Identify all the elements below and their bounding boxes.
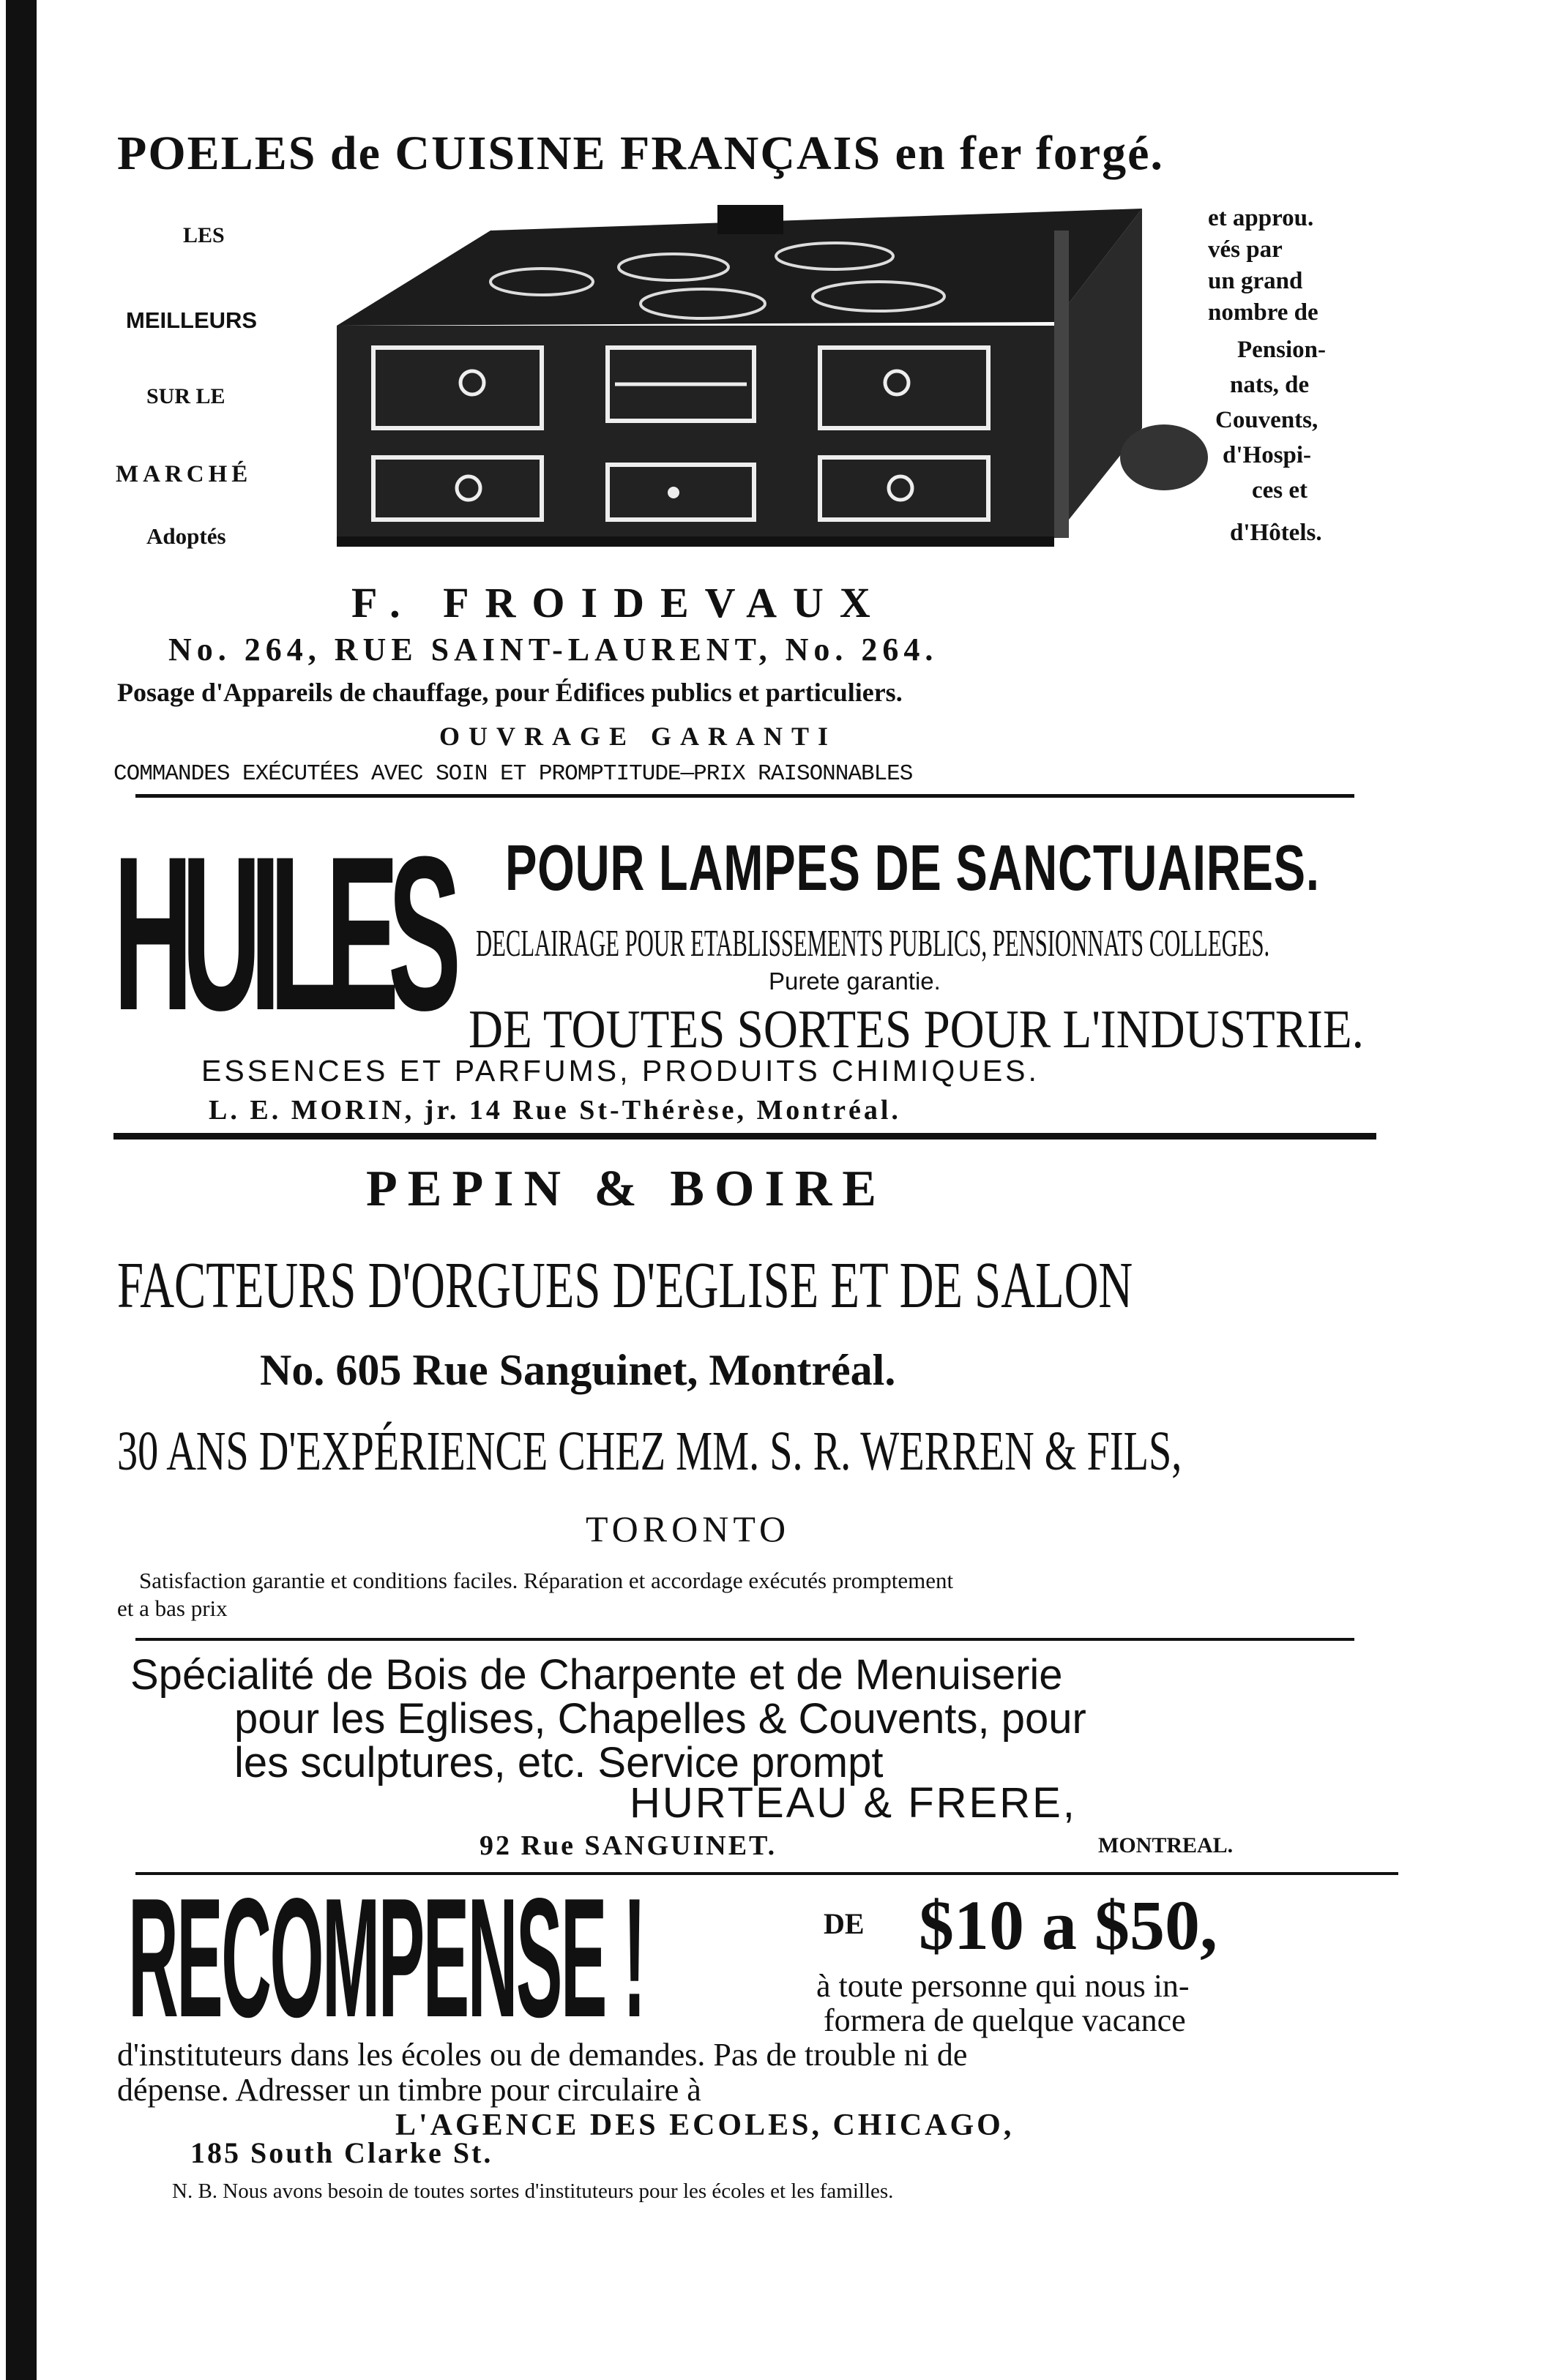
stove-illustration [322,187,1215,567]
divider [113,1133,1376,1140]
stove-left-line: LES [183,223,225,247]
stove-guarantee: OUVRAGE GARANTI [439,722,838,751]
wood-line5-city: MONTREAL. [1098,1833,1234,1857]
stove-right-line: nats, de [1230,372,1310,398]
oil-line4: DE TOUTES SORTES POUR L'INDUSTRIE. [469,1000,1364,1060]
stove-right-line: d'Hospi- [1223,442,1312,468]
organ-maker-name: PEPIN & BOIRE [366,1161,887,1217]
oil-line3: Purete garantie. [769,968,941,995]
stove-right-line: Couvents, [1215,407,1318,433]
stove-left-line: Adoptés [146,523,226,549]
stove-address: No. 264, RUE SAINT-LAURENT, No. 264. [168,632,939,667]
wood-line5-address: 92 Rue SANGUINET. [480,1830,777,1861]
reward-big-word: RECOMPENSE ! [128,1863,645,2053]
stove-right-line: nombre de [1208,299,1318,326]
divider [135,794,1354,798]
wood-line2: pour les Eglises, Chapelles & Couvents, pour [234,1695,1086,1743]
wood-line4: HURTEAU & FRERE, [630,1779,1077,1827]
wood-line1: Spécialité de Bois de Charpente et de Menuiserie [130,1651,1063,1699]
stove-right-line: et approu. [1208,205,1314,231]
stove-right-line: Pension- [1237,337,1327,363]
stove-left-line: SUR LE [146,384,225,408]
organ-experience: 30 ANS D'EXPÉRIENCE CHEZ MM. S. R. WERREN & FILS, [117,1421,1182,1482]
organ-address: No. 605 Rue Sanguinet, Montréal. [260,1346,896,1394]
divider [135,1638,1354,1641]
oil-line6: L. E. MORIN, jr. 14 Rue St-Thérèse, Montréal. [209,1095,901,1126]
stove-commands: COMMANDES EXÉCUTÉES AVEC SOIN ET PROMPTITUDE—PRIX RAISONNABLES [113,761,913,787]
stove-right-line: vés par [1208,236,1283,263]
oil-big-word: HUILES [113,810,451,1056]
oil-line1: POUR LAMPES DE SANCTUAIRES. [505,831,1320,904]
reward-line5: L'AGENCE DES ECOLES, CHICAGO, [395,2108,1015,2142]
stove-headline: POELES de CUISINE FRANÇAIS en fer forgé. [117,127,1164,180]
organ-city: TORONTO [586,1508,791,1549]
left-margin-bar [6,0,37,2380]
reward-line6: 185 South Clarke St. [190,2136,493,2169]
stove-maker-name: F. FROIDEVAUX [351,579,887,626]
stove-services: Posage d'Appareils de chauffage, pour Édifices publics et particuliers. [117,678,903,707]
stove-left-line: MEILLEURS [126,307,258,333]
oil-line2: DECLAIRAGE POUR ETABLISSEMENTS PUBLICS, PENSIONNATS COLLEGES. [476,923,1270,965]
reward-note: N. B. Nous avons besoin de toutes sortes d'instituteurs pour les écoles et les familles. [172,2179,894,2203]
wood-line3: les sculptures, etc. Service prompt [234,1739,884,1786]
reward-line3: d'instituteurs dans les écoles ou de demandes. Pas de trouble ni de [117,2037,968,2073]
stove-right-line: ces et [1252,477,1308,504]
reward-line2: formera de quelque vacance [824,2002,1186,2038]
reward-amount: $10 a $50, [919,1886,1217,1964]
reward-line1: à toute personne qui nous in- [816,1968,1190,2004]
stove-left-line: MARCHÉ [116,461,253,487]
reward-line4: dépense. Adresser un timbre pour circulaire à [117,2072,701,2108]
oil-line5: ESSENCES ET PARFUMS, PRODUITS CHIMIQUES. [201,1054,1040,1088]
stove-right-line: un grand [1208,268,1303,294]
organ-note-line2: et a bas prix [117,1595,228,1621]
organ-note-line1: Satisfaction garantie et conditions faciles. Réparation et accordage exécutés promptement [139,1568,954,1593]
reward-de: DE [824,1907,865,1940]
stove-right-line: d'Hôtels. [1230,520,1322,546]
organ-title: FACTEURS D'ORGUES D'EGLISE ET DE SALON [117,1249,1133,1322]
